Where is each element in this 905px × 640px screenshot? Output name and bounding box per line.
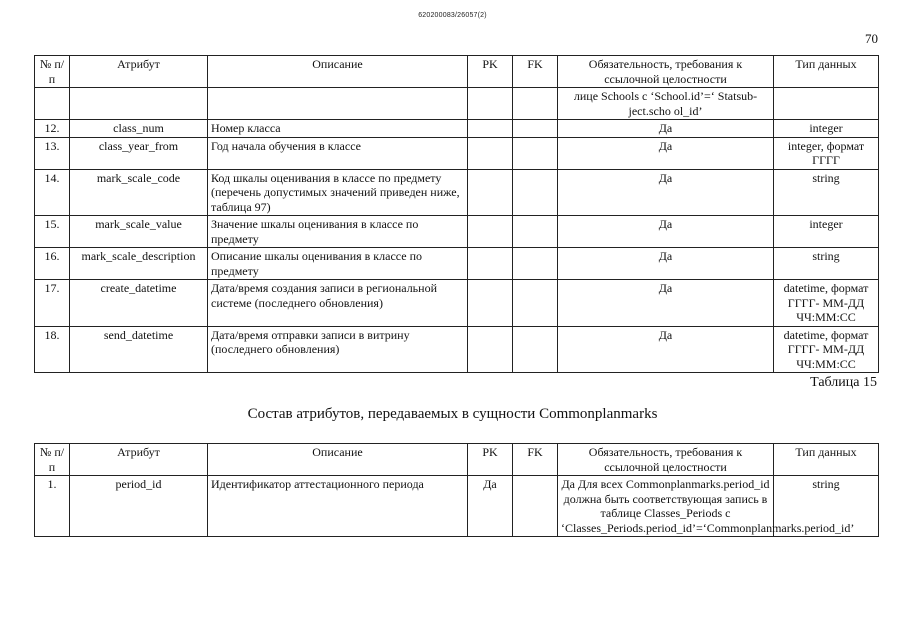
- commonplanmarks-attributes-table: [34, 443, 879, 537]
- cell-num: 17.: [35, 280, 70, 327]
- cell-pk: [468, 88, 513, 120]
- cell-attribute: create_datetime: [70, 280, 208, 327]
- cell-attribute: class_year_from: [70, 137, 208, 169]
- header-pk: PK: [468, 56, 513, 88]
- table-row: [35, 326, 879, 373]
- cell-num: 16.: [35, 248, 70, 280]
- header-data-type: Тип данных: [774, 56, 879, 88]
- cell-pk: [468, 169, 513, 216]
- cell-attribute: [70, 88, 208, 120]
- header-fk: FK: [513, 56, 558, 88]
- cell-pk: [468, 326, 513, 373]
- cell-fk: [513, 169, 558, 216]
- table-row: [35, 280, 879, 327]
- attributes-table-continued: [34, 55, 879, 373]
- cell-data-type: string: [774, 248, 879, 280]
- cell-num: 1.: [35, 476, 70, 537]
- header-description: Описание: [208, 444, 468, 476]
- cell-description: Код шкалы оценивания в классе по предмету (перечень допустимых значений приведен ниже, таблица 97): [208, 169, 468, 216]
- header-attribute: Атрибут: [70, 56, 208, 88]
- cell-fk: [513, 88, 558, 120]
- cell-attribute: send_datetime: [70, 326, 208, 373]
- cell-description: Дата/время создания записи в региональной системе (последнего обновления): [208, 280, 468, 327]
- cell-num: 14.: [35, 169, 70, 216]
- cell-description: Дата/время отправки записи в витрину (последнего обновления): [208, 326, 468, 373]
- cell-pk: [468, 120, 513, 138]
- table-row-continuation: [35, 88, 879, 120]
- cell-description: Описание шкалы оценивания в классе по предмету: [208, 248, 468, 280]
- table-row: [35, 137, 879, 169]
- cell-fk: [513, 326, 558, 373]
- cell-data-type: [774, 88, 879, 120]
- cell-num: 15.: [35, 216, 70, 248]
- cell-data-type: integer: [774, 216, 879, 248]
- header-requirements: Обязательность, требования к ссылочной целостности: [558, 56, 774, 88]
- header-data-type: Тип данных: [774, 444, 879, 476]
- cell-description: [208, 88, 468, 120]
- header-fk: FK: [513, 444, 558, 476]
- header-pk: PK: [468, 444, 513, 476]
- document-id: 620200083/26057(2): [418, 12, 487, 19]
- cell-fk: [513, 137, 558, 169]
- cell-data-type: string: [774, 476, 879, 537]
- cell-description: Идентификатор аттестационного периода: [208, 476, 468, 537]
- cell-description: Значение шкалы оценивания в классе по предмету: [208, 216, 468, 248]
- header-num: № п/п: [35, 56, 70, 88]
- cell-requirements: Да: [558, 326, 774, 373]
- cell-data-type: integer, формат ГГГГ: [774, 137, 879, 169]
- cell-pk: [468, 248, 513, 280]
- header-description: Описание: [208, 56, 468, 88]
- table-row: [35, 120, 879, 138]
- cell-description: Год начала обучения в классе: [208, 137, 468, 169]
- cell-pk: Да: [468, 476, 513, 537]
- cell-num: 18.: [35, 326, 70, 373]
- cell-fk: [513, 248, 558, 280]
- cell-requirements: Да: [558, 120, 774, 138]
- header-num: № п/п: [35, 444, 70, 476]
- cell-requirements: Да: [558, 169, 774, 216]
- cell-num: 12.: [35, 120, 70, 138]
- page-number: 70: [865, 31, 878, 46]
- cell-attribute: mark_scale_description: [70, 248, 208, 280]
- cell-data-type: datetime, формат ГГГГ- ММ-ДД ЧЧ:ММ:СС: [774, 280, 879, 327]
- cell-attribute: mark_scale_value: [70, 216, 208, 248]
- cell-num: 13.: [35, 137, 70, 169]
- cell-requirements: Да Для всех Commonplanmarks.period_id должна быть соответствующая запись в таблице Classes_Periods с ‘Classes_Periods.period_id’=‘Commonplanmarks.period_id’: [558, 476, 774, 537]
- cell-num: [35, 88, 70, 120]
- cell-requirements: Да: [558, 248, 774, 280]
- cell-fk: [513, 120, 558, 138]
- cell-data-type: integer: [774, 120, 879, 138]
- table-header-row: [35, 56, 879, 88]
- table-caption: Таблица 15: [810, 375, 877, 390]
- cell-pk: [468, 137, 513, 169]
- cell-attribute: class_num: [70, 120, 208, 138]
- cell-description: Номер класса: [208, 120, 468, 138]
- table-row: [35, 248, 879, 280]
- cell-fk: [513, 216, 558, 248]
- table-row: [35, 216, 879, 248]
- cell-pk: [468, 216, 513, 248]
- cell-requirements: Да: [558, 216, 774, 248]
- table-row: [35, 476, 879, 537]
- table-row: [35, 169, 879, 216]
- cell-attribute: period_id: [70, 476, 208, 537]
- cell-attribute: mark_scale_code: [70, 169, 208, 216]
- cell-requirements: Да: [558, 137, 774, 169]
- cell-requirements: лице Schools с ‘School.id’=‘ Statsub-ject.scho ol_id’: [558, 88, 774, 120]
- cell-fk: [513, 476, 558, 537]
- header-requirements: Обязательность, требования к ссылочной целостности: [558, 444, 774, 476]
- header-attribute: Атрибут: [70, 444, 208, 476]
- table-header-row: [35, 444, 879, 476]
- cell-data-type: datetime, формат ГГГГ- ММ-ДД ЧЧ:ММ:СС: [774, 326, 879, 373]
- cell-fk: [513, 280, 558, 327]
- table-title: Состав атрибутов, передаваемых в сущности Commonplanmarks: [247, 406, 658, 422]
- cell-data-type: string: [774, 169, 879, 216]
- cell-pk: [468, 280, 513, 327]
- cell-requirements: Да: [558, 280, 774, 327]
